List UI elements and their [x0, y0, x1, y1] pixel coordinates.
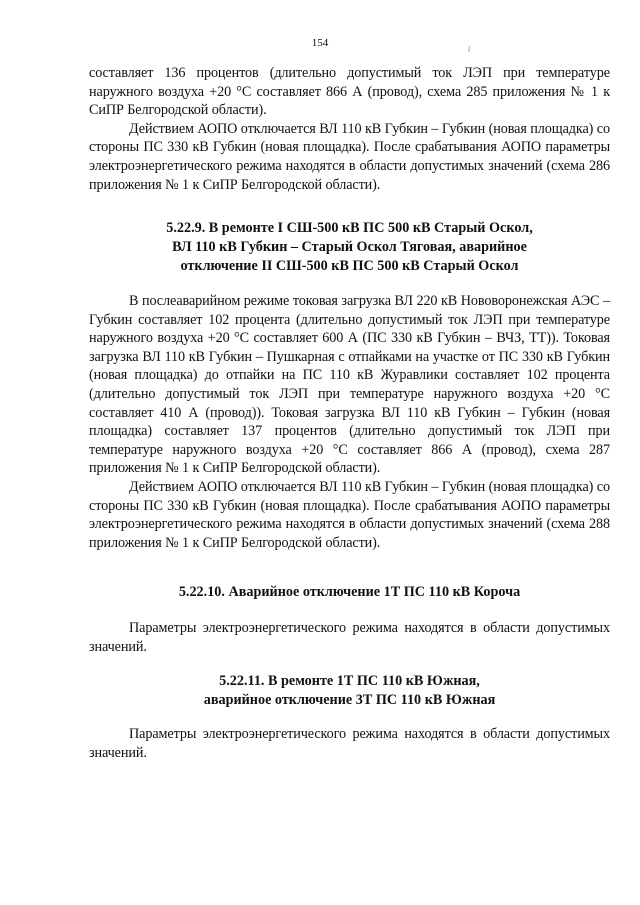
scan-mark: ſ	[468, 45, 471, 54]
heading-line: отключение II СШ-500 кВ ПС 500 кВ Старый Оскол	[180, 258, 519, 274]
paragraph: Параметры электроэнергетического режима находятся в области допустимых значений.	[89, 620, 610, 655]
section-heading-5-22-9	[89, 219, 610, 276]
heading-line: аварийное отключение 3Т ПС 110 кВ Южная	[203, 692, 496, 708]
heading-line: 5.22.10. Аварийное отключение 1Т ПС 110 кВ Короча	[178, 584, 521, 600]
paragraph: Действием АОПО отключается ВЛ 110 кВ Губкин – Губкин (новая площадка) со стороны ПС 330 кВ Губкин (новая площадка). После срабатывания АОПО параметры электроэнергетического режима находятся в области допустимых значений (схема 286 приложения № 1 к СиПР Белгородской области).	[89, 120, 610, 193]
text-block-5-22-11	[89, 725, 610, 762]
paragraph: В послеаварийном режиме токовая загрузка ВЛ 220 кВ Нововоронежская АЭС – Губкин составляет 102 процента (длительно допустимый ток ЛЭП при температуре наружного воздуха +20 °С составляет 600 А (ПС 330 кВ Губкин – ВЧЗ, ТТ)). Токовая загрузка ВЛ 110 кВ Губкин – Пушкарная с отпайками на участке от ПС 330 кВ Губкин (новая площадка) до отпайки на ПС 110 кВ Журавлики составляет 102 процента (длительно допустимый ток ЛЭП при температуре наружного воздуха +20 °С составляет 410 А (провод)). Токовая загрузка ВЛ 110 кВ Губкин – Губкин (новая площадка) составляет 137 процентов (длительно допустимый ток ЛЭП при температуре наружного воздуха +20 °С составляет 866 А (провод), схема 287 приложения № 1 к СиПР Белгородской области).	[89, 293, 610, 477]
text-block-5-22-10	[89, 619, 610, 656]
page-number: 154	[311, 37, 329, 49]
heading-line: 5.22.11. В ремонте 1Т ПС 110 кВ Южная,	[219, 673, 480, 689]
heading-line: ВЛ 110 кВ Губкин – Старый Оскол Тяговая, аварийное	[172, 239, 527, 255]
text-block-5-22-9	[89, 292, 610, 552]
paragraph: составляет 136 процентов (длительно допустимый ток ЛЭП при температуре наружного воздуха +20 °С составляет 866 А (провод), схема 285 приложения № 1 к СиПР Белгородской области).	[89, 65, 610, 119]
section-heading-5-22-11	[89, 672, 610, 710]
paragraph: Действием АОПО отключается ВЛ 110 кВ Губкин – Губкин (новая площадка) со стороны ПС 330 кВ Губкин (новая площадка). После срабатывания АОПО параметры электроэнергетического режима находятся в области допустимых значений (схема 288 приложения № 1 к СиПР Белгородской области).	[89, 478, 610, 551]
section-heading-5-22-10	[89, 583, 610, 602]
heading-line: 5.22.9. В ремонте I СШ-500 кВ ПС 500 кВ Старый Оскол,	[166, 220, 533, 236]
text-block-continuation	[89, 64, 610, 194]
paragraph: Параметры электроэнергетического режима находятся в области допустимых значений.	[89, 726, 610, 761]
